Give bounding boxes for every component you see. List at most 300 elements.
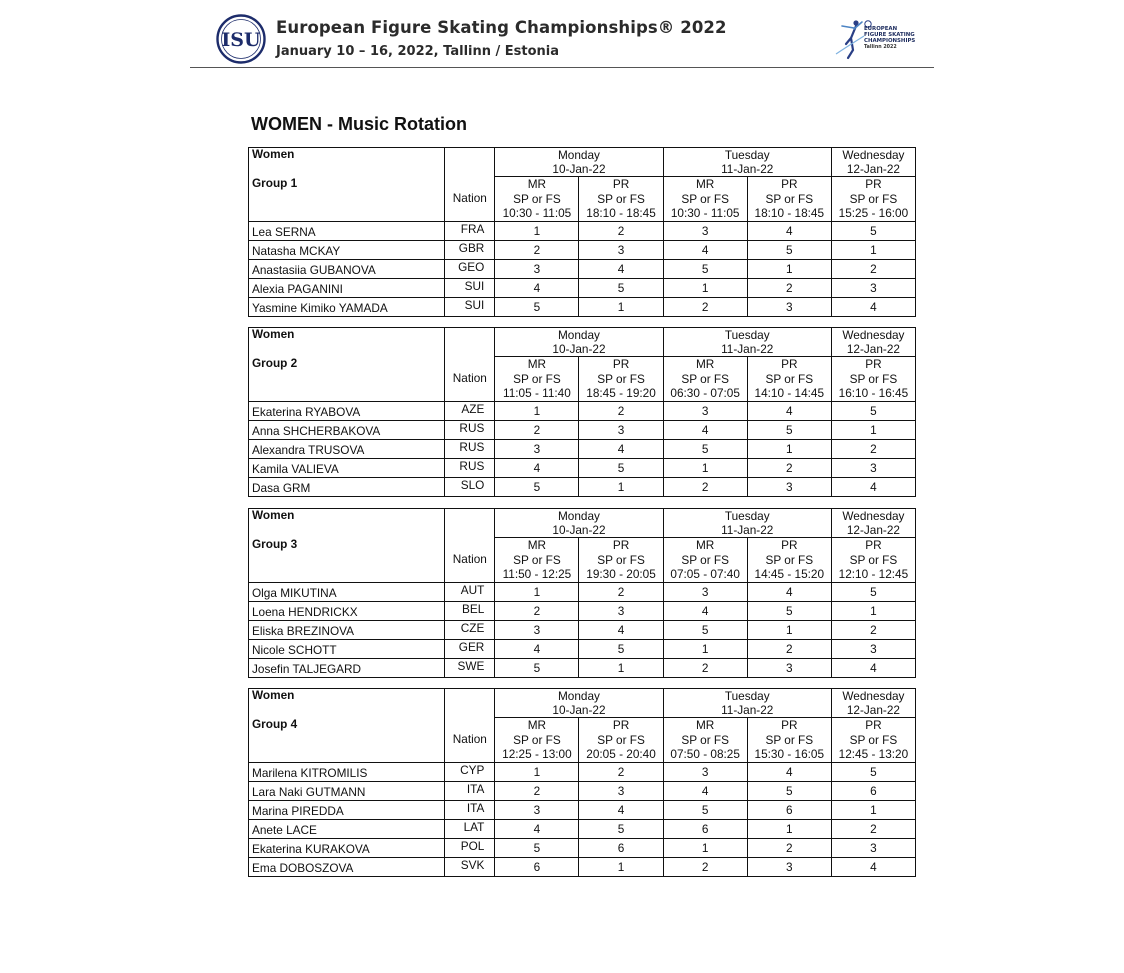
slot-type: PR xyxy=(781,538,798,553)
rotation-order: 1 xyxy=(831,801,915,820)
rotation-order: 2 xyxy=(495,602,579,621)
slot-time: 11:50 - 12:25 xyxy=(502,567,572,582)
day-header xyxy=(831,689,915,718)
nation-header: Nation xyxy=(445,177,495,222)
slot-segment: SP or FS xyxy=(849,371,898,386)
nation-header-top xyxy=(445,509,495,538)
slot-time: 18:45 - 19:20 xyxy=(586,386,656,401)
group-header-cell xyxy=(249,148,445,222)
rotation-order: 2 xyxy=(495,241,579,260)
slot-time: 15:30 - 16:05 xyxy=(754,747,825,762)
rotation-order: 4 xyxy=(579,440,663,459)
rotation-order: 5 xyxy=(747,782,831,801)
slot-segment: SP or FS xyxy=(765,371,814,386)
nation-header: Nation xyxy=(445,538,495,583)
slot-time: 14:45 - 15:20 xyxy=(754,567,825,582)
rotation-order: 1 xyxy=(663,459,747,478)
slot-header xyxy=(747,357,831,402)
skater-name: Olga MIKUTINA xyxy=(249,583,445,602)
skater-name: Kamila VALIEVA xyxy=(249,459,445,478)
day-header xyxy=(495,328,663,357)
group-header-cell xyxy=(249,689,445,763)
rotation-order: 5 xyxy=(495,839,579,858)
rotation-order: 4 xyxy=(663,421,747,440)
group-table xyxy=(248,508,916,678)
day-date: 12-Jan-22 xyxy=(846,523,900,537)
rotation-order: 3 xyxy=(747,858,831,877)
skater-row xyxy=(249,583,916,602)
rotation-order: 5 xyxy=(579,459,663,478)
skater-name: Dasa GRM xyxy=(249,478,445,497)
rotation-order: 2 xyxy=(831,820,915,839)
rotation-order: 1 xyxy=(831,602,915,621)
rotation-order: 5 xyxy=(495,298,579,317)
skater-nation: RUS xyxy=(445,421,495,440)
event-logo-text xyxy=(864,26,915,51)
slot-header xyxy=(831,357,915,402)
rotation-order: 4 xyxy=(663,241,747,260)
day-name: Wednesday xyxy=(842,148,905,162)
day-name: Wednesday xyxy=(842,689,905,703)
skater-nation: POL xyxy=(445,839,495,858)
rotation-order: 5 xyxy=(495,478,579,497)
slot-type: MR xyxy=(695,177,715,192)
nation-header-top xyxy=(445,328,495,357)
skater-name: Natasha MCKAY xyxy=(249,241,445,260)
rotation-order: 3 xyxy=(747,478,831,497)
rotation-order: 4 xyxy=(579,260,663,279)
slot-header xyxy=(747,177,831,222)
slot-header xyxy=(831,538,915,583)
rotation-order: 4 xyxy=(831,478,915,497)
event-logo-line: FIGURE SKATING xyxy=(864,32,915,39)
skater-nation: FRA xyxy=(445,222,495,241)
rotation-order: 2 xyxy=(831,260,915,279)
rotation-order: 5 xyxy=(579,279,663,298)
rotation-order: 3 xyxy=(831,839,915,858)
header-title: European Figure Skating Championships® 2022 xyxy=(276,18,727,37)
category-label: Women xyxy=(252,327,295,341)
rotation-order: 4 xyxy=(747,222,831,241)
day-name: Tuesday xyxy=(724,328,770,342)
day-date: 11-Jan-22 xyxy=(721,342,774,356)
day-header xyxy=(831,328,915,357)
skater-nation: SVK xyxy=(445,858,495,877)
slot-header xyxy=(579,718,663,763)
day-name: Tuesday xyxy=(724,689,770,703)
rotation-order: 4 xyxy=(747,763,831,782)
day-header xyxy=(495,509,663,538)
rotation-order: 4 xyxy=(495,459,579,478)
skater-row xyxy=(249,602,916,621)
day-date: 11-Jan-22 xyxy=(721,703,774,717)
rotation-order: 1 xyxy=(663,640,747,659)
skater-row xyxy=(249,402,916,421)
day-date: 10-Jan-22 xyxy=(552,342,606,356)
slot-segment: SP or FS xyxy=(597,732,645,747)
slot-time: 19:30 - 20:05 xyxy=(586,567,656,582)
rotation-order: 4 xyxy=(579,621,663,640)
rotation-order: 3 xyxy=(663,402,747,421)
skater-name: Anete LACE xyxy=(249,820,445,839)
slot-segment: SP or FS xyxy=(681,552,729,567)
skater-nation: GEO xyxy=(445,260,495,279)
rotation-order: 3 xyxy=(747,659,831,678)
slot-segment: SP or FS xyxy=(597,191,645,206)
category-label: Women xyxy=(252,147,295,161)
day-name: Wednesday xyxy=(842,328,905,342)
group-table xyxy=(248,327,916,497)
rotation-order: 3 xyxy=(495,801,579,820)
day-header xyxy=(495,689,663,718)
skater-row xyxy=(249,279,916,298)
skater-row xyxy=(249,621,916,640)
day-date: 12-Jan-22 xyxy=(846,703,900,717)
slot-type: MR xyxy=(695,357,715,372)
slot-type: PR xyxy=(865,177,882,192)
skater-row xyxy=(249,820,916,839)
skater-row xyxy=(249,260,916,279)
day-name: Monday xyxy=(557,509,600,523)
table-header-row xyxy=(249,328,916,357)
skater-nation: CZE xyxy=(445,621,495,640)
group-table xyxy=(248,688,916,877)
rotation-order: 3 xyxy=(663,222,747,241)
slot-header xyxy=(495,357,579,402)
rotation-order: 4 xyxy=(663,782,747,801)
slot-time: 07:50 - 08:25 xyxy=(670,747,740,762)
rotation-order: 2 xyxy=(663,659,747,678)
rotation-order: 4 xyxy=(663,602,747,621)
slot-time: 18:10 - 18:45 xyxy=(586,206,656,221)
slot-type: MR xyxy=(695,538,715,553)
day-header xyxy=(663,148,831,177)
rotation-order: 5 xyxy=(747,602,831,621)
rotation-order: 1 xyxy=(747,621,831,640)
nation-header: Nation xyxy=(445,718,495,763)
header-subtitle: January 10 – 16, 2022, Tallinn / Estonia xyxy=(276,44,560,59)
rotation-order: 1 xyxy=(747,260,831,279)
skater-name: Loena HENDRICKX xyxy=(249,602,445,621)
skater-name: Alexandra TRUSOVA xyxy=(249,440,445,459)
day-name: Monday xyxy=(557,328,600,342)
rotation-order: 2 xyxy=(579,583,663,602)
rotation-order: 2 xyxy=(831,440,915,459)
rotation-order: 6 xyxy=(579,839,663,858)
slot-segment: SP or FS xyxy=(681,732,729,747)
skater-name: Ekaterina RYABOVA xyxy=(249,402,445,421)
isu-logo xyxy=(216,14,266,64)
rotation-order: 6 xyxy=(831,782,915,801)
slot-segment: SP or FS xyxy=(597,371,645,386)
slot-type: PR xyxy=(865,538,882,553)
skater-nation: ITA xyxy=(445,782,495,801)
slot-segment: SP or FS xyxy=(765,552,814,567)
slot-segment: SP or FS xyxy=(513,552,561,567)
slot-header xyxy=(579,357,663,402)
table-header-row xyxy=(249,689,916,718)
rotation-order: 3 xyxy=(495,440,579,459)
rotation-order: 2 xyxy=(831,621,915,640)
skater-nation: AZE xyxy=(445,402,495,421)
rotation-order: 4 xyxy=(495,820,579,839)
rotation-order: 2 xyxy=(663,478,747,497)
skater-name: Lea SERNA xyxy=(249,222,445,241)
rotation-order: 5 xyxy=(747,421,831,440)
slot-type: PR xyxy=(865,357,882,372)
skater-nation: RUS xyxy=(445,459,495,478)
skater-row xyxy=(249,222,916,241)
rotation-order: 1 xyxy=(663,839,747,858)
slot-time: 18:10 - 18:45 xyxy=(754,206,825,221)
rotation-order: 2 xyxy=(579,222,663,241)
slot-time: 07:05 - 07:40 xyxy=(670,567,740,582)
skater-name: Ema DOBOSZOVA xyxy=(249,858,445,877)
rotation-order: 2 xyxy=(495,782,579,801)
skater-name: Anna SHCHERBAKOVA xyxy=(249,421,445,440)
category-label: Women xyxy=(252,688,295,702)
header-divider xyxy=(190,67,934,68)
rotation-order: 5 xyxy=(831,402,915,421)
group-label: Group 3 xyxy=(252,537,298,551)
rotation-order: 1 xyxy=(747,440,831,459)
slot-type: PR xyxy=(865,718,882,733)
group-label: Group 4 xyxy=(252,717,298,731)
day-date: 10-Jan-22 xyxy=(552,703,606,717)
slot-header xyxy=(831,177,915,222)
slot-header xyxy=(495,538,579,583)
slot-segment: SP or FS xyxy=(597,552,645,567)
skater-row xyxy=(249,801,916,820)
skater-nation: LAT xyxy=(445,820,495,839)
slot-time: 12:10 - 12:45 xyxy=(838,567,909,582)
skater-nation: GBR xyxy=(445,241,495,260)
rotation-order: 1 xyxy=(495,763,579,782)
rotation-order: 1 xyxy=(579,858,663,877)
slot-time: 16:10 - 16:45 xyxy=(838,386,909,401)
slot-segment: SP or FS xyxy=(849,732,898,747)
skater-nation: SUI xyxy=(445,279,495,298)
event-logo-line: CHAMPIONSHIPS xyxy=(864,38,916,45)
slot-header xyxy=(663,177,747,222)
day-name: Monday xyxy=(557,148,600,162)
skater-nation: SLO xyxy=(445,478,495,497)
slot-segment: SP or FS xyxy=(765,732,814,747)
skater-row xyxy=(249,440,916,459)
day-name: Wednesday xyxy=(842,509,905,523)
skater-name: Josefin TALJEGARD xyxy=(249,659,445,678)
rotation-order: 5 xyxy=(663,621,747,640)
skater-row xyxy=(249,659,916,678)
slot-segment: SP or FS xyxy=(681,371,729,386)
slot-type: MR xyxy=(527,177,547,192)
day-date: 11-Jan-22 xyxy=(721,523,774,537)
skater-row xyxy=(249,298,916,317)
rotation-order: 4 xyxy=(747,583,831,602)
slot-header xyxy=(747,538,831,583)
slot-time: 06:30 - 07:05 xyxy=(670,386,740,401)
slot-time: 20:05 - 20:40 xyxy=(586,747,656,762)
nation-header: Nation xyxy=(445,357,495,402)
slot-segment: SP or FS xyxy=(681,191,729,206)
skater-name: Alexia PAGANINI xyxy=(249,279,445,298)
rotation-order: 2 xyxy=(663,858,747,877)
rotation-order: 5 xyxy=(831,222,915,241)
day-header xyxy=(831,148,915,177)
rotation-order: 5 xyxy=(663,260,747,279)
skater-name: Marilena KITROMILIS xyxy=(249,763,445,782)
nation-header-top xyxy=(445,689,495,718)
slot-header xyxy=(495,177,579,222)
rotation-order: 2 xyxy=(495,421,579,440)
skater-row xyxy=(249,839,916,858)
rotation-order: 2 xyxy=(579,763,663,782)
slot-type: MR xyxy=(527,718,547,733)
skater-name: Nicole SCHOTT xyxy=(249,640,445,659)
day-header xyxy=(663,328,831,357)
rotation-order: 1 xyxy=(579,298,663,317)
slot-header xyxy=(663,357,747,402)
event-logo-line: EUROPEAN xyxy=(864,26,898,32)
rotation-order: 2 xyxy=(747,640,831,659)
slot-type: PR xyxy=(612,177,630,192)
event-logo-line: Tallinn 2022 xyxy=(864,44,897,50)
rotation-order: 1 xyxy=(495,222,579,241)
slot-header xyxy=(831,718,915,763)
group-label: Group 1 xyxy=(252,176,298,190)
slot-header xyxy=(663,538,747,583)
rotation-order: 5 xyxy=(831,763,915,782)
slot-type: MR xyxy=(527,357,547,372)
slot-header xyxy=(495,718,579,763)
day-date: 10-Jan-22 xyxy=(552,162,606,176)
slot-type: PR xyxy=(781,177,798,192)
isu-logo-text: ISU xyxy=(221,29,261,51)
slot-segment: SP or FS xyxy=(849,191,898,206)
slot-header xyxy=(579,538,663,583)
skater-row xyxy=(249,241,916,260)
skater-row xyxy=(249,858,916,877)
slot-time: 11:05 - 11:40 xyxy=(503,386,571,401)
day-date: 12-Jan-22 xyxy=(846,162,900,176)
slot-time: 12:25 - 13:00 xyxy=(502,747,572,762)
slot-time: 15:25 - 16:00 xyxy=(838,206,909,221)
day-name: Monday xyxy=(557,689,600,703)
rotation-order: 5 xyxy=(579,640,663,659)
slot-time: 14:10 - 14:45 xyxy=(754,386,825,401)
nation-header-top xyxy=(445,148,495,177)
rotation-order: 1 xyxy=(495,583,579,602)
skater-row xyxy=(249,459,916,478)
rotation-order: 3 xyxy=(579,421,663,440)
slot-header xyxy=(579,177,663,222)
rotation-order: 4 xyxy=(831,858,915,877)
day-name: Tuesday xyxy=(724,148,770,162)
rotation-order: 4 xyxy=(579,801,663,820)
slot-segment: SP or FS xyxy=(849,552,898,567)
rotation-order: 6 xyxy=(495,858,579,877)
group-header-cell xyxy=(249,328,445,402)
page-title: WOMEN - Music Rotation xyxy=(251,114,467,134)
slot-segment: SP or FS xyxy=(513,191,561,206)
rotation-order: 2 xyxy=(747,839,831,858)
category-label: Women xyxy=(252,508,295,522)
rotation-order: 1 xyxy=(579,659,663,678)
day-header xyxy=(663,689,831,718)
day-date: 12-Jan-22 xyxy=(846,342,900,356)
skater-nation: SUI xyxy=(445,298,495,317)
skater-row xyxy=(249,782,916,801)
rotation-order: 4 xyxy=(831,298,915,317)
slot-header xyxy=(663,718,747,763)
skater-name: Anastasiia GUBANOVA xyxy=(249,260,445,279)
skater-nation: SWE xyxy=(445,659,495,678)
rotation-order: 3 xyxy=(831,640,915,659)
rotation-order: 2 xyxy=(579,402,663,421)
slot-time: 10:30 - 11:05 xyxy=(670,206,740,221)
rotation-order: 6 xyxy=(747,801,831,820)
skater-name: Eliska BREZINOVA xyxy=(249,621,445,640)
rotation-order: 5 xyxy=(495,659,579,678)
rotation-order: 2 xyxy=(747,459,831,478)
day-date: 11-Jan-22 xyxy=(721,162,774,176)
group-label: Group 2 xyxy=(252,356,298,370)
rotation-order: 3 xyxy=(495,260,579,279)
rotation-order: 5 xyxy=(747,241,831,260)
day-header xyxy=(831,509,915,538)
rotation-order: 3 xyxy=(579,602,663,621)
slot-type: PR xyxy=(612,538,630,553)
slot-type: PR xyxy=(612,718,630,733)
rotation-order: 4 xyxy=(747,402,831,421)
table-header-row xyxy=(249,509,916,538)
slot-type: PR xyxy=(612,357,630,372)
slot-type: PR xyxy=(781,718,798,733)
day-header xyxy=(495,148,663,177)
rotation-order: 5 xyxy=(831,583,915,602)
rotation-order: 3 xyxy=(579,241,663,260)
slot-segment: SP or FS xyxy=(513,371,561,386)
skater-nation: RUS xyxy=(445,440,495,459)
group-header-cell xyxy=(249,509,445,583)
rotation-order: 1 xyxy=(495,402,579,421)
rotation-order: 3 xyxy=(831,459,915,478)
rotation-order: 1 xyxy=(663,279,747,298)
slot-time: 10:30 - 11:05 xyxy=(502,206,572,221)
rotation-order: 3 xyxy=(663,583,747,602)
table-header-row xyxy=(249,148,916,177)
rotation-order: 1 xyxy=(831,241,915,260)
skater-name: Lara Naki GUTMANN xyxy=(249,782,445,801)
rotation-order: 3 xyxy=(579,782,663,801)
slot-segment: SP or FS xyxy=(765,191,814,206)
skater-name: Ekaterina KURAKOVA xyxy=(249,839,445,858)
skater-nation: ITA xyxy=(445,801,495,820)
skater-row xyxy=(249,421,916,440)
slot-segment: SP or FS xyxy=(513,732,561,747)
rotation-order: 6 xyxy=(663,820,747,839)
slot-time: 12:45 - 13:20 xyxy=(838,747,909,762)
skater-nation: CYP xyxy=(445,763,495,782)
rotation-order: 1 xyxy=(747,820,831,839)
skater-name: Yasmine Kimiko YAMADA xyxy=(249,298,445,317)
rotation-order: 4 xyxy=(495,640,579,659)
skater-nation: BEL xyxy=(445,602,495,621)
rotation-order: 2 xyxy=(747,279,831,298)
skater-nation: AUT xyxy=(445,583,495,602)
rotation-order: 3 xyxy=(831,279,915,298)
rotation-order: 1 xyxy=(831,421,915,440)
